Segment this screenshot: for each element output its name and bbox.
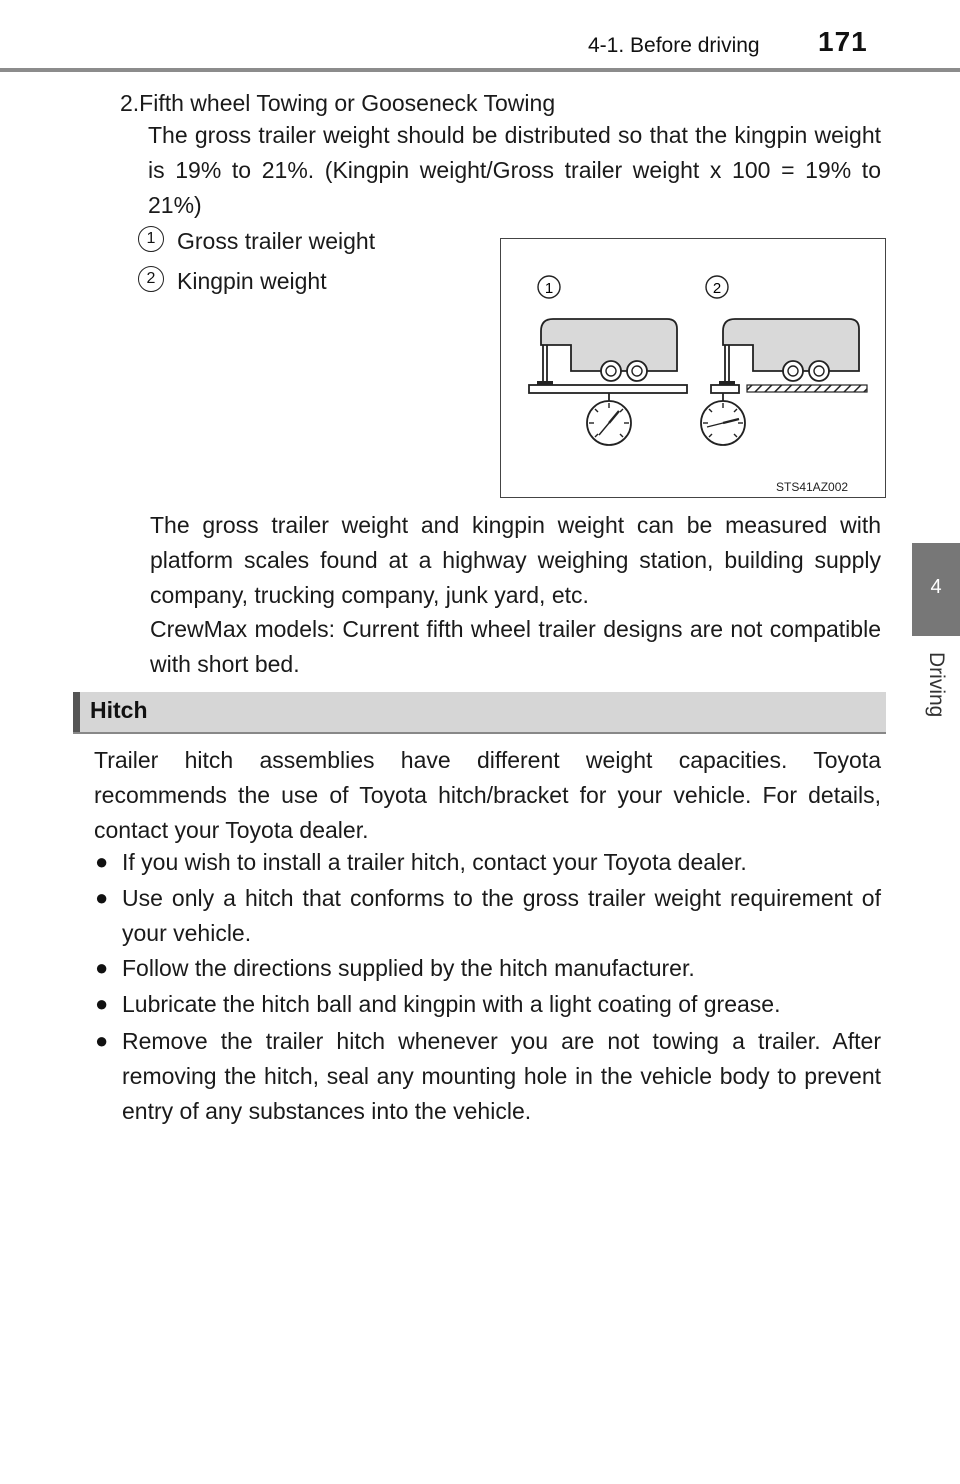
trailer-scales-illustration: [501, 239, 885, 497]
scale-gauge-1: [587, 393, 631, 445]
chapter-tab-label: Driving: [925, 652, 948, 718]
legend-number-1: 1: [138, 226, 164, 252]
trailer-kingpin-on-scale: [711, 319, 867, 393]
figure-callout-2: [706, 276, 728, 298]
bullet-icon: ●: [95, 849, 109, 874]
legend-label-kingpin-weight: Kingpin weight: [177, 268, 327, 294]
section-heading: 4-1. Before driving: [588, 34, 760, 57]
figure-code: STS41AZ002: [776, 480, 849, 494]
hitch-bullet-1: If you wish to install a trailer hitch, contact your Toyota dealer.: [122, 849, 747, 875]
crewmax-paragraph: CrewMax models: Current fifth wheel trailer designs are not compatible with short bed.: [150, 616, 881, 677]
figure-callout-1: [538, 276, 560, 298]
page-number: 171: [818, 26, 868, 57]
hitch-bullet-2: Use only a hitch that conforms to the gross trailer weight requirement of your vehicle.: [122, 885, 881, 946]
hitch-bullet-3: Follow the directions supplied by the hitch manufacturer.: [122, 955, 695, 981]
trailer-weight-figure: [500, 238, 886, 498]
hitch-bullet-5: Remove the trailer hitch whenever you are not towing a trailer. After removing the hitch, seal any mounting hole in the vehicle body to prevent entry of any substances into the vehicle.: [122, 1028, 881, 1124]
hitch-section-rule: [73, 732, 886, 734]
scales-paragraph: The gross trailer weight and kingpin weight can be measured with platform scales found at a highway weighing station, building supply company, trucking company, junk yard, etc.: [150, 512, 881, 608]
svg-text:2: 2: [712, 280, 722, 297]
hitch-section-title: Hitch: [90, 697, 148, 723]
hitch-intro-paragraph: Trailer hitch assemblies have different weight capacities. Toyota recommends the use of Toyota hitch/bracket for your vehicle. For details, contact your Toyota dealer.: [94, 747, 881, 843]
bullet-icon: ●: [95, 1028, 109, 1053]
header-rule: [0, 68, 960, 72]
svg-text:1: 1: [544, 280, 554, 297]
hitch-bullet-4: Lubricate the hitch ball and kingpin with a light coating of grease.: [122, 991, 781, 1017]
step-title: 2.Fifth wheel Towing or Gooseneck Towing: [120, 90, 556, 116]
scale-gauge-2: [701, 393, 745, 445]
legend-label-gross-weight: Gross trailer weight: [177, 228, 376, 254]
bullet-icon: ●: [95, 885, 109, 910]
bullet-icon: ●: [95, 991, 109, 1016]
trailer-on-full-scale: [529, 319, 687, 393]
legend-number-2: 2: [138, 266, 164, 292]
step-paragraph: The gross trailer weight should be distributed so that the kingpin weight is 19% to 21%. (Kingpin weight/Gross trailer weight x 100 = 19% to 21%): [148, 122, 881, 218]
hitch-section-bar: [73, 692, 886, 732]
bullet-icon: ●: [95, 955, 109, 980]
chapter-tab-number: 4: [930, 576, 942, 598]
